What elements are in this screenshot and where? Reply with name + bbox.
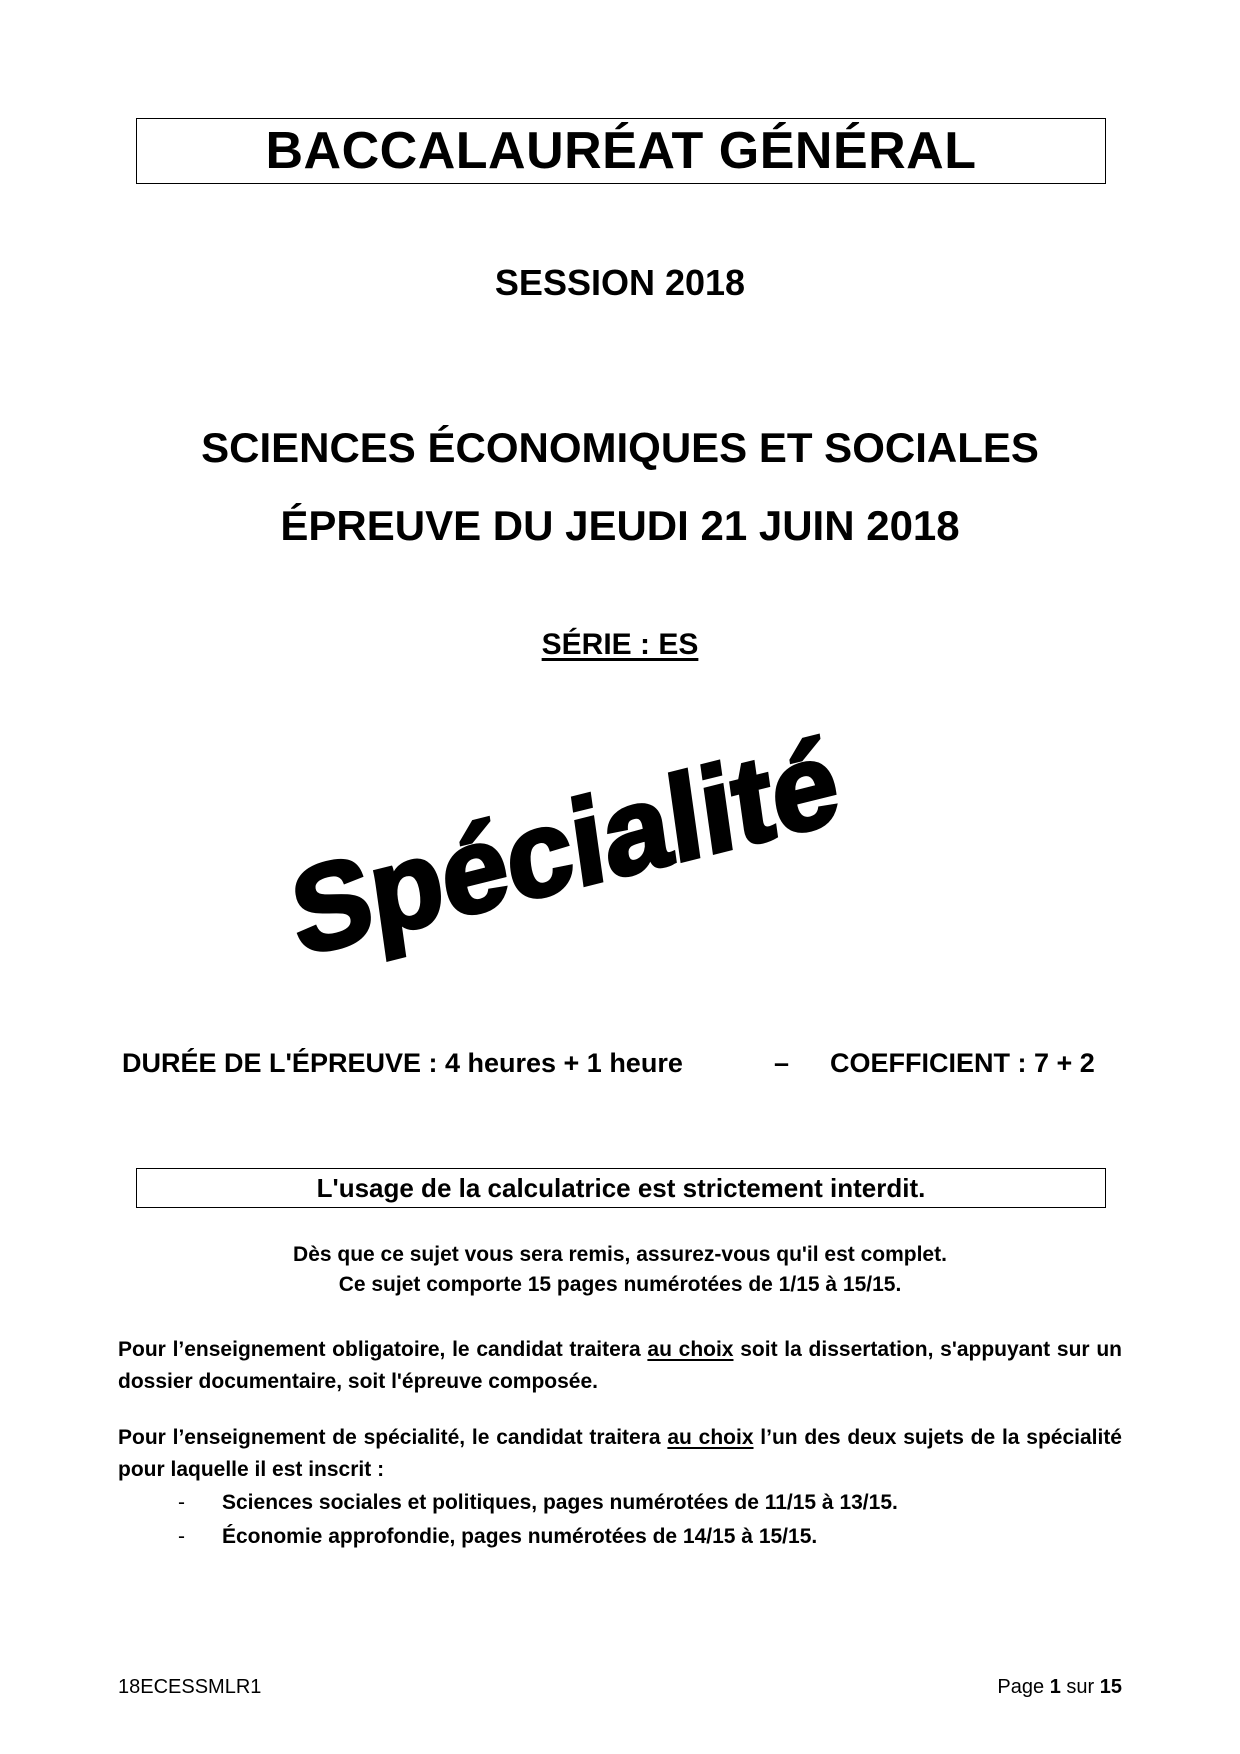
instruction-mandatory-start: Pour l’enseignement obligatoire, le candidat traitera: [118, 1338, 648, 1361]
page-mid: sur: [1066, 1676, 1095, 1698]
subject-title: SCIENCES ÉCONOMIQUES ET SOCIALES: [201, 424, 1039, 471]
page-number: [997, 1676, 1122, 1699]
instruction-specialty-choice: au choix: [667, 1426, 754, 1449]
specialite-stamp-graphic: [280, 710, 980, 970]
completeness-notice: [0, 1240, 1240, 1300]
notice-line-2: Ce sujet comporte 15 pages numérotées de 1/15 à 15/15.: [338, 1273, 902, 1296]
page-prefix: Page: [997, 1676, 1045, 1698]
duration-label: DURÉE DE L'ÉPREUVE : 4 heures + 1 heure: [122, 1048, 683, 1078]
option-text: Économie approfondie, pages numérotées de 14/15 à 15/15.: [222, 1525, 818, 1548]
exam-date: ÉPREUVE DU JEUDI 21 JUIN 2018: [280, 502, 960, 549]
specialite-stamp-text: Spécialité: [283, 713, 847, 970]
calculator-notice: L'usage de la calculatrice est strictement interdit.: [316, 1172, 926, 1203]
exam-title: BACCALAURÉAT GÉNÉRAL: [265, 122, 977, 180]
specialite-stamp: [280, 710, 980, 970]
instruction-specialty-start: Pour l’enseignement de spécialité, le candidat traitera: [118, 1426, 668, 1449]
calculator-notice-box: [136, 1168, 1106, 1208]
bullet-dash: -: [178, 1525, 185, 1548]
list-item: [118, 1520, 1122, 1554]
document-code: 18ECESSMLR1: [118, 1676, 262, 1698]
instruction-mandatory: [118, 1334, 1122, 1398]
option-text: Sciences sociales et politiques, pages numérotées de 11/15 à 13/15.: [222, 1491, 898, 1514]
notice-line-1: Dès que ce sujet vous sera remis, assurez-vous qu'il est complet.: [293, 1243, 947, 1266]
list-item: [118, 1486, 1122, 1520]
separator-dash: –: [774, 1048, 790, 1078]
instruction-mandatory-choice: au choix: [647, 1338, 734, 1361]
specialty-options-list: [118, 1486, 1122, 1554]
session: SESSION 2018: [494, 262, 746, 303]
page-current: 1: [1049, 1676, 1061, 1698]
bullet-dash: -: [178, 1491, 185, 1514]
page-total: 15: [1099, 1676, 1122, 1698]
title-box: [136, 118, 1106, 184]
instruction-specialty: [118, 1422, 1122, 1486]
coefficient-label: COEFFICIENT : 7 + 2: [830, 1048, 1095, 1078]
instruction-mandatory-end: soit la dissertation, s'appuyant sur un dossier documentaire, soit l'épreuve composée.: [118, 1338, 1122, 1393]
instruction-specialty-end: l’un des deux sujets de la spécialité pour laquelle il est inscrit :: [118, 1426, 1122, 1481]
serie-label: SÉRIE : ES: [541, 628, 699, 661]
